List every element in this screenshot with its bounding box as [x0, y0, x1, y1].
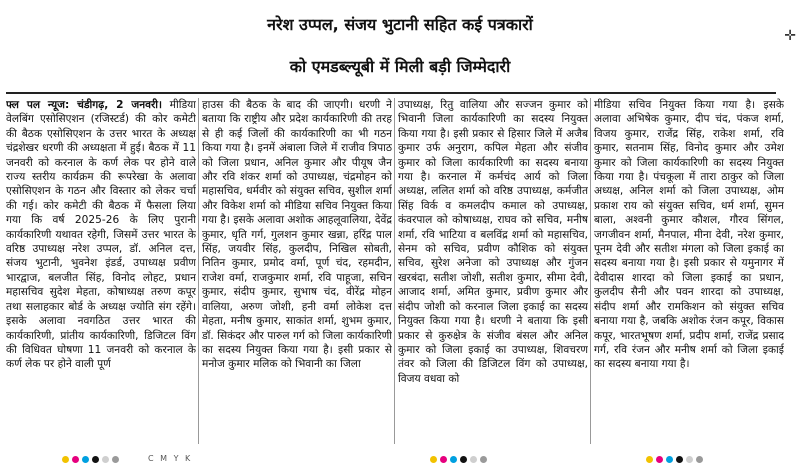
article-column-2 [202, 98, 392, 446]
column-4-text: मीडिया सचिव नियुक्त किया गया है। इसके अलावा अभिषेक कुमार, दीप चंद, पंकज शर्मा, विजय कुमार, राजेंद्र सिंह, राकेश शर्मा, रवि कुमार, सतनाम सिंह, विनोद कुमार और उमेश कुमार को जिला कार्यकारिणी का सदस्य नियुक्त किया गया है। पंचकूला में तारा ठाकुर को जिला अध्यक्ष, अनिल शर्मा को जिला उपाध्यक्ष, ओम प्रकाश राय को संयुक्त सचिव, धर्म शर्मा, सुमन बाला, अश्वनी कुमार कौशल, गौरव सिंगल, जगजीवन शर्मा, मैनपाल, मीना देवी, नरेश कुमार, पूनम देवी और सतीश मंगला को जिला इकाई का सदस्य बनाया गया है। इसी प्रकार से यमुनागर में देवीदास शारदा को जिला इकाई का प्रधान, कुलदीप सैनी और पवन शारदा को उपाध्यक्ष, संदीप शर्मा और रामकिशन को संयुक्त सचिव बनाया गया है, जबकि अशोक रंजन कपूर, विकास कपूर, भारतभूषण शर्मा, प्रदीप शर्मा, राजेंद्र प्रसाद गर्ग, रवि रंजन और मनीष शर्मा को जिला इकाई का सदस्य बनाया गया है। [594, 99, 784, 371]
registration-dot [480, 456, 487, 463]
registration-dot [696, 456, 703, 463]
registration-dot [62, 456, 69, 463]
registration-dot [676, 456, 683, 463]
registration-dot [430, 456, 437, 463]
registration-dot [72, 456, 79, 463]
headline-line-1: नरेश उप्पल, संजय भुटानी सहित कई पत्रकारों [267, 15, 533, 34]
headline-divider [6, 92, 776, 94]
registration-dot [460, 456, 467, 463]
registration-dot [92, 456, 99, 463]
cmyk-label: C M Y K [148, 454, 193, 463]
registration-dot [82, 456, 89, 463]
color-registration-dots-middle [430, 456, 487, 463]
column-2-text: हाउस की बैठक के बाद की जाएगी। धरणी ने बताया कि राष्ट्रीय और प्रदेश कार्यकारिणी की तरह से ही कई जिलों की कार्यकारिणी का भी गठन किया गया है। इनमें अंबाला जिले में राजीव त्रिपाठ को जिला प्रधान, अनिल कुमार और पीयूष जैन और रवि शंकर शर्मा को उपाध्यक्ष, चंद्रमोहन को महासचिव, धर्मवीर को संयुक्त सचिव, सुशील शर्मा और विकेश शर्मा को मीडिया सचिव नियुक्त किया गया है। इसके अलावा अशोक आहलूवालिया, देवेंद्र कुमार, धृति गर्ग, गुलशन कुमार खन्ना, हरिंद्र पाल सिंह, जयवीर सिंह, कुलदीप, निखिल सोबती, नितिन कुमार, प्रमोद वर्मा, पूर्ण चंद, रहमदीन, राजेश वर्मा, राजकुमार शर्मा, रवि पाहूजा, सचिन कुमार, संदीप कुमार, सुभाष चंद, वीरेंद्र मोहन वालिया, अरुण जोशी, हनी वर्मा लोकेश दत्त मेहता, मनीष कुमार, साकांत शर्मा, शुभम कुमार, डॉ. सिकंदर और पारुल गर्ग को जिला कार्यकारिणी का सदस्य नियुक्त किया गया है। इसी प्रकार से मनोज कुमार मलिक को भिवानी का जिला [202, 99, 392, 371]
registration-dot [450, 456, 457, 463]
registration-dot [440, 456, 447, 463]
registration-dot [112, 456, 119, 463]
dateline: फ्ल पल न्यूज: चंडीगढ़, 2 जनवरी। [6, 99, 163, 111]
registration-dot [646, 456, 653, 463]
registration-dot [470, 456, 477, 463]
color-registration-dots-right [646, 456, 703, 463]
headline-line-2: को एमडब्ल्यूबी में मिली बड़ी जिम्मेदारी [289, 57, 511, 76]
article-column-4 [594, 98, 784, 446]
color-registration-dots-left [62, 456, 119, 463]
column-divider [590, 98, 591, 444]
article-column-1 [6, 98, 196, 446]
registration-dot [102, 456, 109, 463]
article-column-3 [398, 98, 588, 446]
registration-dot [656, 456, 663, 463]
crop-mark-icon: ✛ [784, 28, 796, 44]
column-3-text: उपाध्यक्ष, रितु वालिया और सज्जन कुमार को भिवानी जिला कार्यकारिणी का सदस्य नियुक्त किया गया है। इसी प्रकार से हिसार जिले में अजैब कुमार उर्फ अनुराग, कपिल मेहता और संजीव कुमार को जिला कार्यकारिणी का सदस्य बनाया गया है। करनाल में कर्मचंद आर्य को जिला अध्यक्ष, ललित शर्मा को वरिष्ठ उपाध्यक्ष, कर्मजीत सिंह विर्क व कमलदीप कमाल को उपाध्यक्ष, कंवरपाल को कोषाध्यक्ष, राघव को सचिव, मनीष शर्मा, रवि भाटिया व बलविंद्र शर्मा को महासचिव, सेनम को सचिव, प्रवीण कौशिक को संयुक्त सचिव, सुरेश अनेजा को उपाध्यक्ष और गुंजन खरबंदा, सतीश जोशी, सतीश कुमार, सीमा देवी, आजाद शर्मा, अमित कुमार, प्रवीण कुमार और संदीप जोशी को करनाल जिला इकाई का सदस्य नियुक्त किया गया है। धरणी ने बताया कि इसी प्रकार से कुरुक्षेत्र के संजीव बंसल और अनिल कुमार को जिला इकाई का उपाध्यक्ष, शिवचरण तंवर को जिला की डिजिटल विंग को उपाध्यक्ष, विजय वधवा को [398, 99, 588, 385]
registration-dot [686, 456, 693, 463]
registration-dot [666, 456, 673, 463]
column-divider [394, 98, 395, 444]
column-1-text: मीडिया वेलबिंग एसोसिएशन (रजिस्टर्ड) की कोर कमेटी की बैठक एसोसिएशन के उत्तर भारत के अध्यक्ष चंद्रशेखर धरणी की अध्यक्षता में हुई। बैठक में 11 जनवरी को करनाल के कर्ण लेक पर होने वाले राज्य स्तरीय कार्यक्रम की रूपरेखा के अलावा एसोसिएशन के गठन और विस्तार को लेकर चर्चा की गई। कोर कमेटी की बैठक में फैसला लिया गया कि वर्ष 2025-26 के लिए पुरानी कार्यकारिणी यथावत रहेगी, जिसमें उत्तर भारत के वरिष्ठ उपाध्यक्ष नरेश उप्पल, डॉ. अनिल दत्त, संजय भुटानी, भुवनेश इंडर्ड, उपाध्यक्ष प्रवीण भारद्वाज, बलजीत सिंह, विनोद लोहट, प्रधान महासचिव सुदेश मेहता, कोषाध्यक्ष तरुण कपूर तथा सलाहकार बोर्ड के अध्यक्ष ज्योति संग रहेंगे। इसके अलावा नवगठित उत्तर भारत की कार्यकारिणी, प्रांतीय कार्यकारिणी, डिजिटल विंग की विधिवत घोषणा 11 जनवरी को करनाल के कर्ण लेक पर होने वाली पूर्ण [6, 99, 196, 371]
column-divider [198, 98, 199, 444]
